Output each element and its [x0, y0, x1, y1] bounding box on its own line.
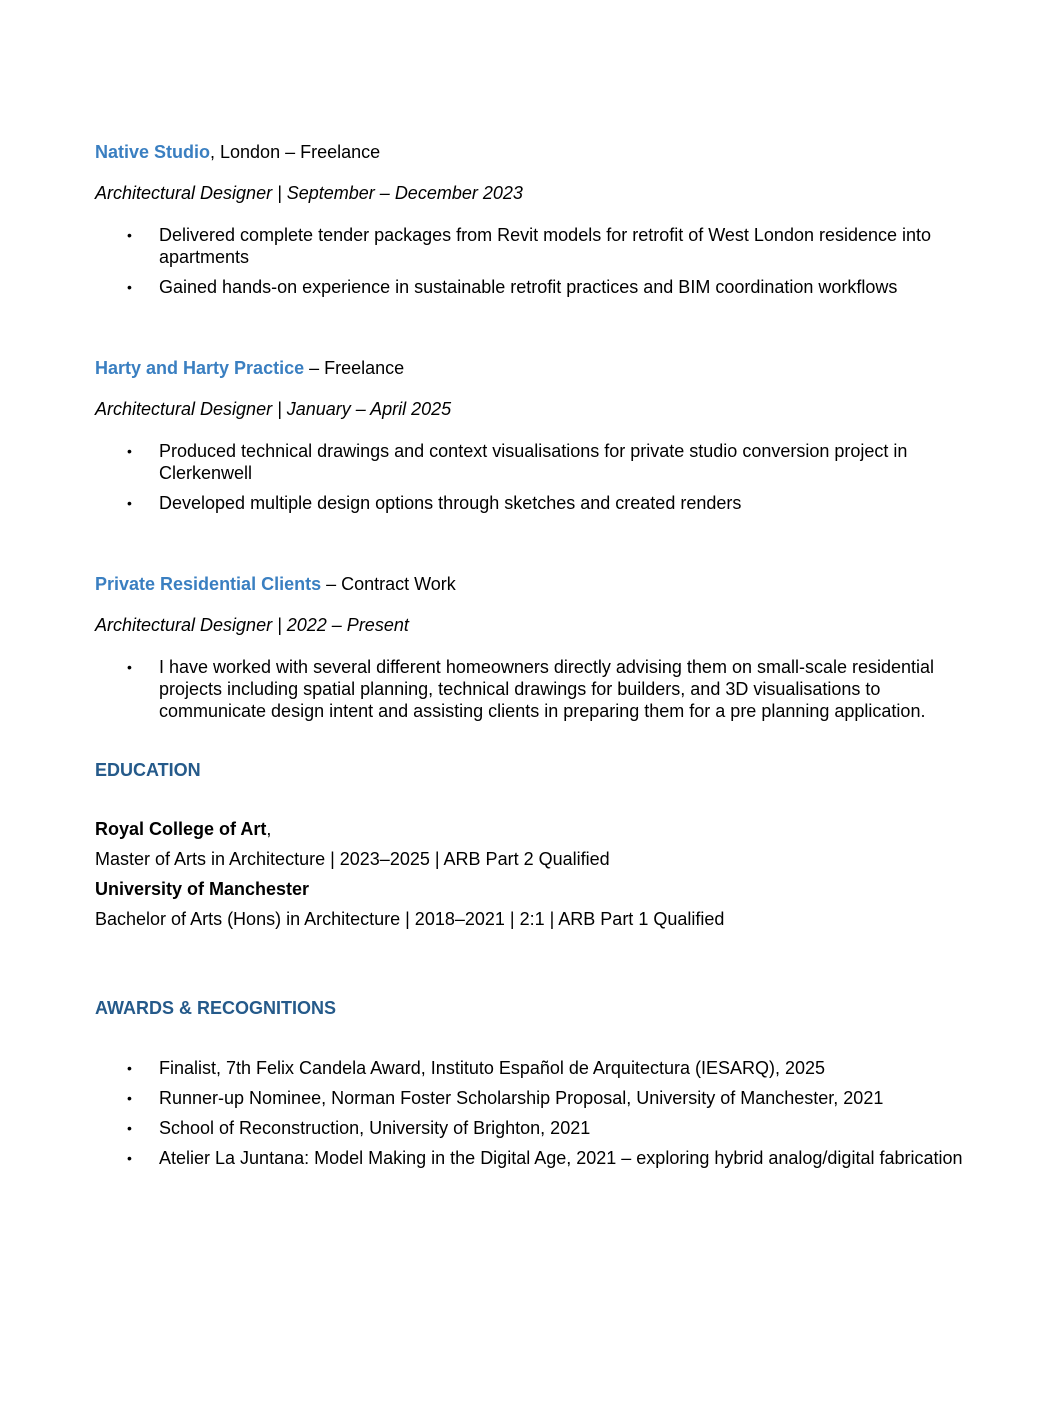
- organization-name: Native Studio: [95, 142, 211, 162]
- experience-heading: [95, 142, 380, 163]
- bullet-list: [0, 440, 1062, 514]
- list-item-text: School of Reconstruction, University of Brighton, 2021: [159, 1118, 591, 1138]
- education-school: [95, 879, 309, 900]
- awards-list: [0, 1057, 1062, 1169]
- list-item-text: Developed multiple design options through sketches and created renders: [159, 493, 742, 513]
- role-line: Architectural Designer | September – December 2023: [95, 183, 523, 203]
- bullet-icon: •: [127, 1060, 132, 1076]
- school-name: University of Manchester: [95, 879, 310, 899]
- list-item-text: Gained hands-on experience in sustainable retrofit practices and BIM coordination workflows: [159, 277, 898, 297]
- list-item: [0, 492, 979, 514]
- organization-suffix: – Contract Work: [321, 574, 456, 594]
- bullet-list: [0, 224, 1062, 298]
- organization-name: Private Residential Clients: [95, 574, 322, 594]
- education-detail: Master of Arts in Architecture | 2023–2025 | ARB Part 2 Qualified: [95, 849, 610, 869]
- role-line: Architectural Designer | January – April 2025: [95, 399, 452, 419]
- list-item: [0, 656, 979, 722]
- bullet-list: [0, 656, 1062, 722]
- list-item-text: Produced technical drawings and context visualisations for private studio conversion project in Clerkenwell: [159, 441, 908, 483]
- list-item-text: I have worked with several different homeowners directly advising them on small-scale residential projects including spatial planning, technical drawings for builders, and 3D visualisations to communicate design intent and assisting clients in preparing them for a pre planning application.: [159, 657, 935, 721]
- list-item: [0, 276, 979, 298]
- list-item: [0, 224, 979, 268]
- bullet-icon: •: [127, 443, 132, 459]
- list-item-text: Finalist, 7th Felix Candela Award, Instituto Español de Arquitectura (IESARQ), 2025: [159, 1058, 826, 1078]
- bullet-icon: •: [127, 1090, 132, 1106]
- bullet-icon: •: [127, 1150, 132, 1166]
- organization-name: Harty and Harty Practice: [95, 358, 305, 378]
- list-item: [0, 440, 979, 484]
- list-item-text: Runner-up Nominee, Norman Foster Scholarship Proposal, University of Manchester, 2021: [159, 1088, 884, 1108]
- list-item: [0, 1087, 979, 1109]
- bullet-icon: •: [127, 495, 132, 511]
- bullet-icon: •: [127, 279, 132, 295]
- role-line: Architectural Designer | 2022 – Present: [95, 615, 409, 635]
- organization-suffix: , London – Freelance: [210, 142, 381, 162]
- section-title-awards: AWARDS & RECOGNITIONS: [95, 998, 337, 1018]
- bullet-icon: •: [127, 227, 132, 243]
- experience-heading: [95, 358, 404, 379]
- list-item: [0, 1057, 979, 1079]
- bullet-icon: •: [127, 659, 132, 675]
- list-item-text: Delivered complete tender packages from Revit models for retrofit of West London residence into apartments: [159, 225, 932, 267]
- education-school: [95, 819, 271, 840]
- school-suffix: ,: [266, 819, 272, 839]
- education-detail: Bachelor of Arts (Hons) in Architecture | 2018–2021 | 2:1 | ARB Part 1 Qualified: [95, 909, 725, 929]
- organization-suffix: – Freelance: [304, 358, 405, 378]
- school-name: Royal College of Art: [95, 819, 267, 839]
- experience-heading: [95, 574, 456, 595]
- list-item-text: Atelier La Juntana: Model Making in the Digital Age, 2021 – exploring hybrid analog/digital fabrication: [159, 1148, 963, 1168]
- list-item: [0, 1147, 979, 1169]
- bullet-icon: •: [127, 1120, 132, 1136]
- section-title-education: EDUCATION: [95, 760, 201, 780]
- list-item: [0, 1117, 979, 1139]
